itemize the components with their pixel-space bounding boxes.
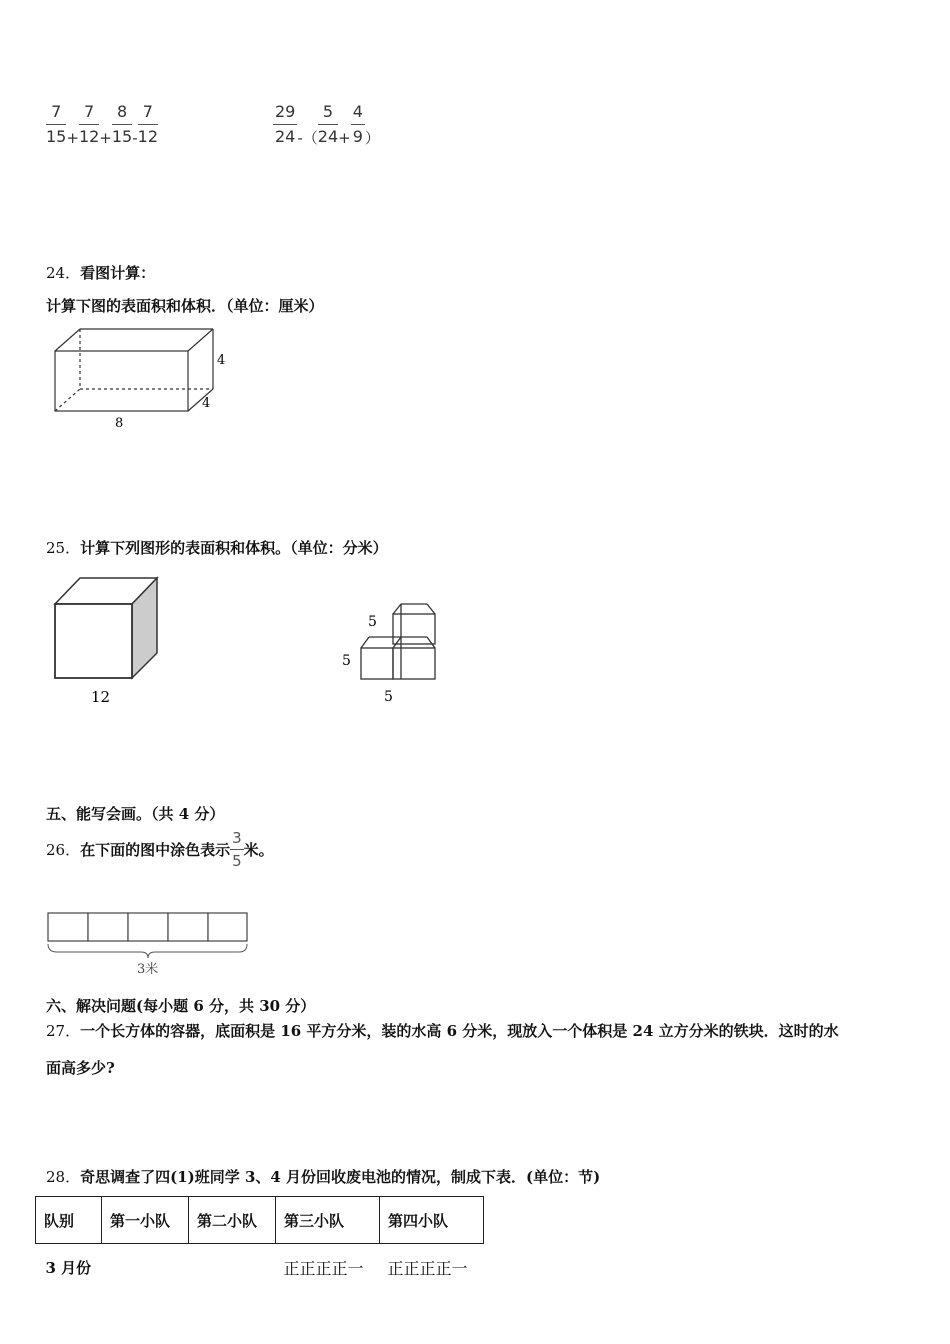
question-25-title: 25．计算下列图形的表面积和体积。（单位：分米） <box>46 539 388 557</box>
cube-stack-figure <box>330 595 450 710</box>
table-row-label: 3 月份 <box>45 1258 92 1277</box>
table-cell <box>189 1244 276 1291</box>
table-cell: 正正正正一 <box>283 1258 364 1278</box>
cuboid-figure <box>40 318 240 436</box>
fraction: $\frac{3}{5}$ <box>232 829 242 870</box>
battery-table <box>35 1196 484 1290</box>
length-label: 8 <box>115 416 124 431</box>
top-edge-label: 5 <box>368 614 377 630</box>
brace-label: 3米 <box>137 962 159 977</box>
strip-diagram[interactable] <box>45 910 255 980</box>
question-27-line-1: 27．一个长方体的容器，底面积是 16 平方分米，装的水高 6 分米，现放入一个体积是 24 立方分米的铁块．这时的水 <box>46 1022 839 1040</box>
cube-figure <box>45 570 175 710</box>
table-header-cell: 第一小队 <box>102 1197 189 1244</box>
strip-cell[interactable] <box>88 913 128 941</box>
strip-cell[interactable] <box>168 913 208 941</box>
fraction: $\frac{7}{12}$ <box>78 102 100 146</box>
section-6-heading: 六、解决问题(每小题 6 分，共 30 分） <box>46 997 316 1015</box>
height-label: 4 <box>217 353 226 368</box>
table-header-row <box>36 1197 484 1244</box>
question-26: 26． 在下面的图中涂色表示 $\frac{3}{5}$ 米。 <box>46 829 274 870</box>
question-24-subtitle: 计算下图的表面积和体积．（单位：厘米） <box>46 297 324 315</box>
section-5-heading: 五、能写会画。（共 4 分） <box>46 805 225 823</box>
fraction: $\frac{29}{24}$ <box>275 102 296 146</box>
fraction: $\frac{4}{9}$ <box>352 102 363 146</box>
table-header-cell: 第四小队 <box>380 1197 484 1244</box>
table-header-cell: 第二小队 <box>189 1197 276 1244</box>
fraction: $\frac{7}{12}$ <box>137 102 159 146</box>
expression-2: $\frac{29}{24}$ -（ $\frac{5}{24}$ + $\frac{4}{9}$ ） <box>275 102 380 147</box>
fraction: $\frac{5}{24}$ <box>317 102 339 146</box>
table-header-cell: 队别 <box>36 1197 102 1244</box>
table-cell: 正正正正一 <box>387 1258 468 1278</box>
table-header-cell: 第三小队 <box>276 1197 380 1244</box>
question-24-title: 24．看图计算： <box>46 264 156 282</box>
table-cell <box>102 1244 189 1291</box>
cube-side-label: 12 <box>91 688 111 706</box>
fraction: $\frac{7}{15}$ <box>46 102 67 146</box>
width-label: 4 <box>202 396 211 411</box>
left-edge-label: 5 <box>342 653 351 669</box>
strip-cell[interactable] <box>208 913 247 941</box>
question-28-title: 28．奇思调查了四(1)班同学 3、4 月份回收废电池的情况，制成下表．(单位：节) <box>46 1168 601 1186</box>
fraction: $\frac{8}{15}$ <box>111 102 133 146</box>
bottom-edge-label: 5 <box>384 689 393 705</box>
question-27-line-2: 面高多少? <box>46 1059 115 1077</box>
strip-cell[interactable] <box>128 913 168 941</box>
expression-1: $\frac{7}{15}$ + $\frac{7}{12}$ + $\frac{8}{15}$ - $\frac{7}{12}$ <box>46 100 158 149</box>
table-row <box>36 1244 484 1291</box>
strip-cell[interactable] <box>48 913 88 941</box>
